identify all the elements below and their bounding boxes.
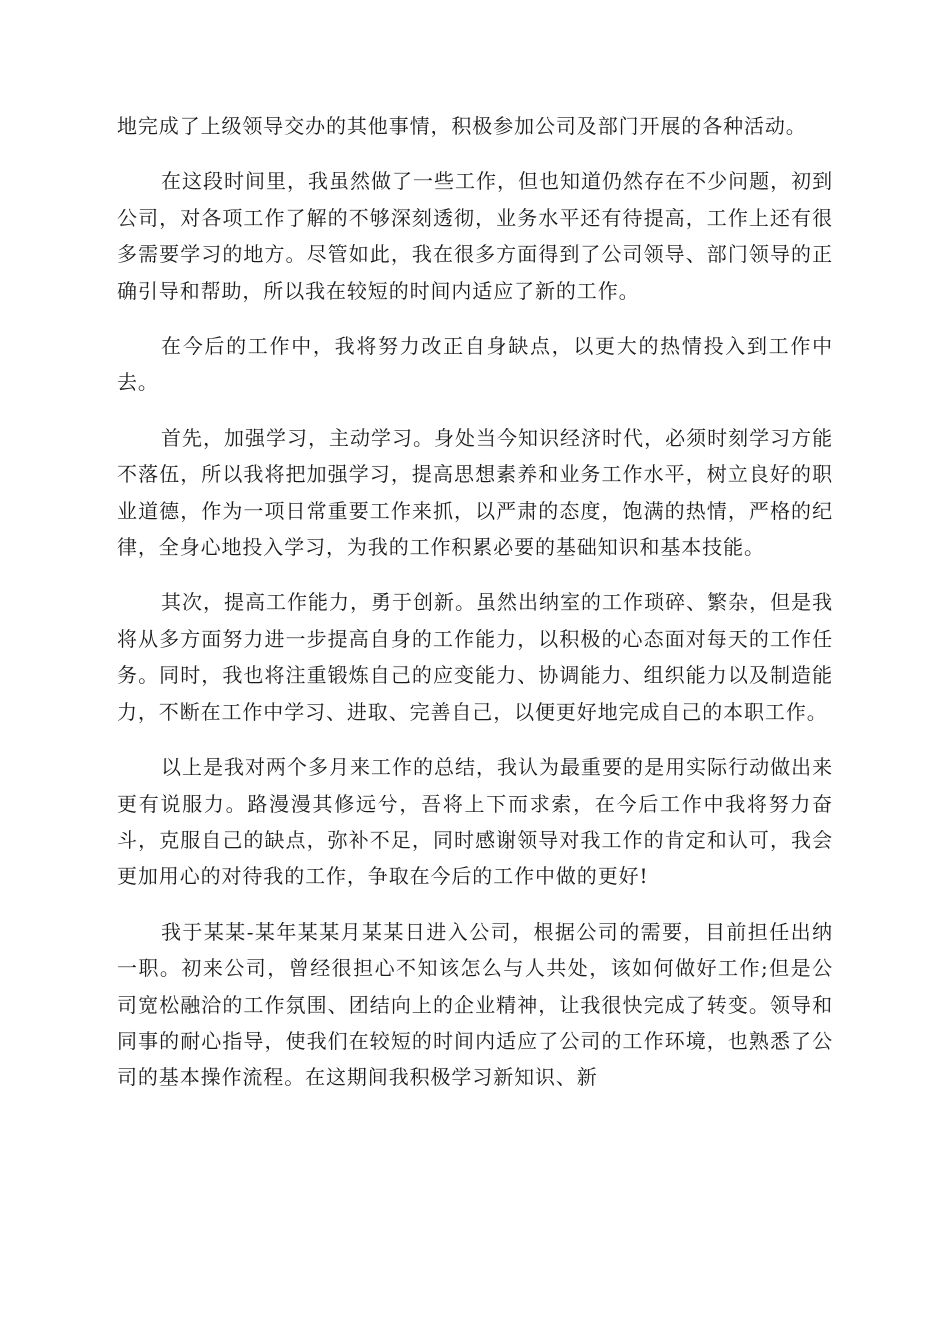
paragraph-introduction: 我于某某-某年某某月某某日进入公司，根据公司的需要，目前担任出纳一职。初来公司，曾经很担心不知该怎么与人共处，该如何做好工作;但是公司宽松融洽的工作氛围、团结向上的企业精神，让我很快完成了转变。领导和同事的耐心指导，使我们在较短的时间内适应了公司的工作环境，也熟悉了公司的基本操作流程。在这期间我积极学习新知识、新 <box>117 919 833 1090</box>
paragraph-continuation: 地完成了上级领导交办的其他事情，积极参加公司及部门开展的各种活动。 <box>117 114 807 138</box>
paragraph-summary: 以上是我对两个多月来工作的总结，我认为最重要的是用实际行动做出来更有说服力。路漫漫其修远兮，吾将上下而求索，在今后工作中我将努力奋斗，克服自己的缺点，弥补不足，同时感谢领导对我工作的肯定和认可，我会更加用心的对待我的工作，争取在今后的工作中做的更好! <box>117 755 833 889</box>
document-body <box>117 108 833 1115</box>
paragraph-future: 在今后的工作中，我将努力改正自身缺点，以更大的热情投入到工作中去。 <box>117 334 833 395</box>
paragraph-ability: 其次，提高工作能力，勇于创新。虽然出纳室的工作琐碎、繁杂，但是我将从多方面努力进一步提高自身的工作能力，以积极的心态面对每天的工作任务。同时，我也将注重锻炼自己的应变能力、协调能力、组织能力以及制造能力，不断在工作中学习、进取、完善自己，以便更好地完成自己的本职工作。 <box>117 590 833 724</box>
paragraph-study: 首先，加强学习，主动学习。身处当今知识经济时代，必须时刻学习方能不落伍，所以我将把加强学习，提高思想素养和业务工作水平，树立良好的职业道德，作为一项日常重要工作来抓，以严肃的态度，饱满的热情，严格的纪律，全身心地投入学习，为我的工作积累必要的基础知识和基本技能。 <box>117 425 833 560</box>
paragraph-problems: 在这段时间里，我虽然做了一些工作，但也知道仍然存在不少问题，初到公司，对各项工作了解的不够深刻透彻，业务水平还有待提高，工作上还有很多需要学习的地方。尽管如此，我在很多方面得到了公司领导、部门领导的正确引导和帮助，所以我在较短的时间内适应了新的工作。 <box>117 169 833 303</box>
